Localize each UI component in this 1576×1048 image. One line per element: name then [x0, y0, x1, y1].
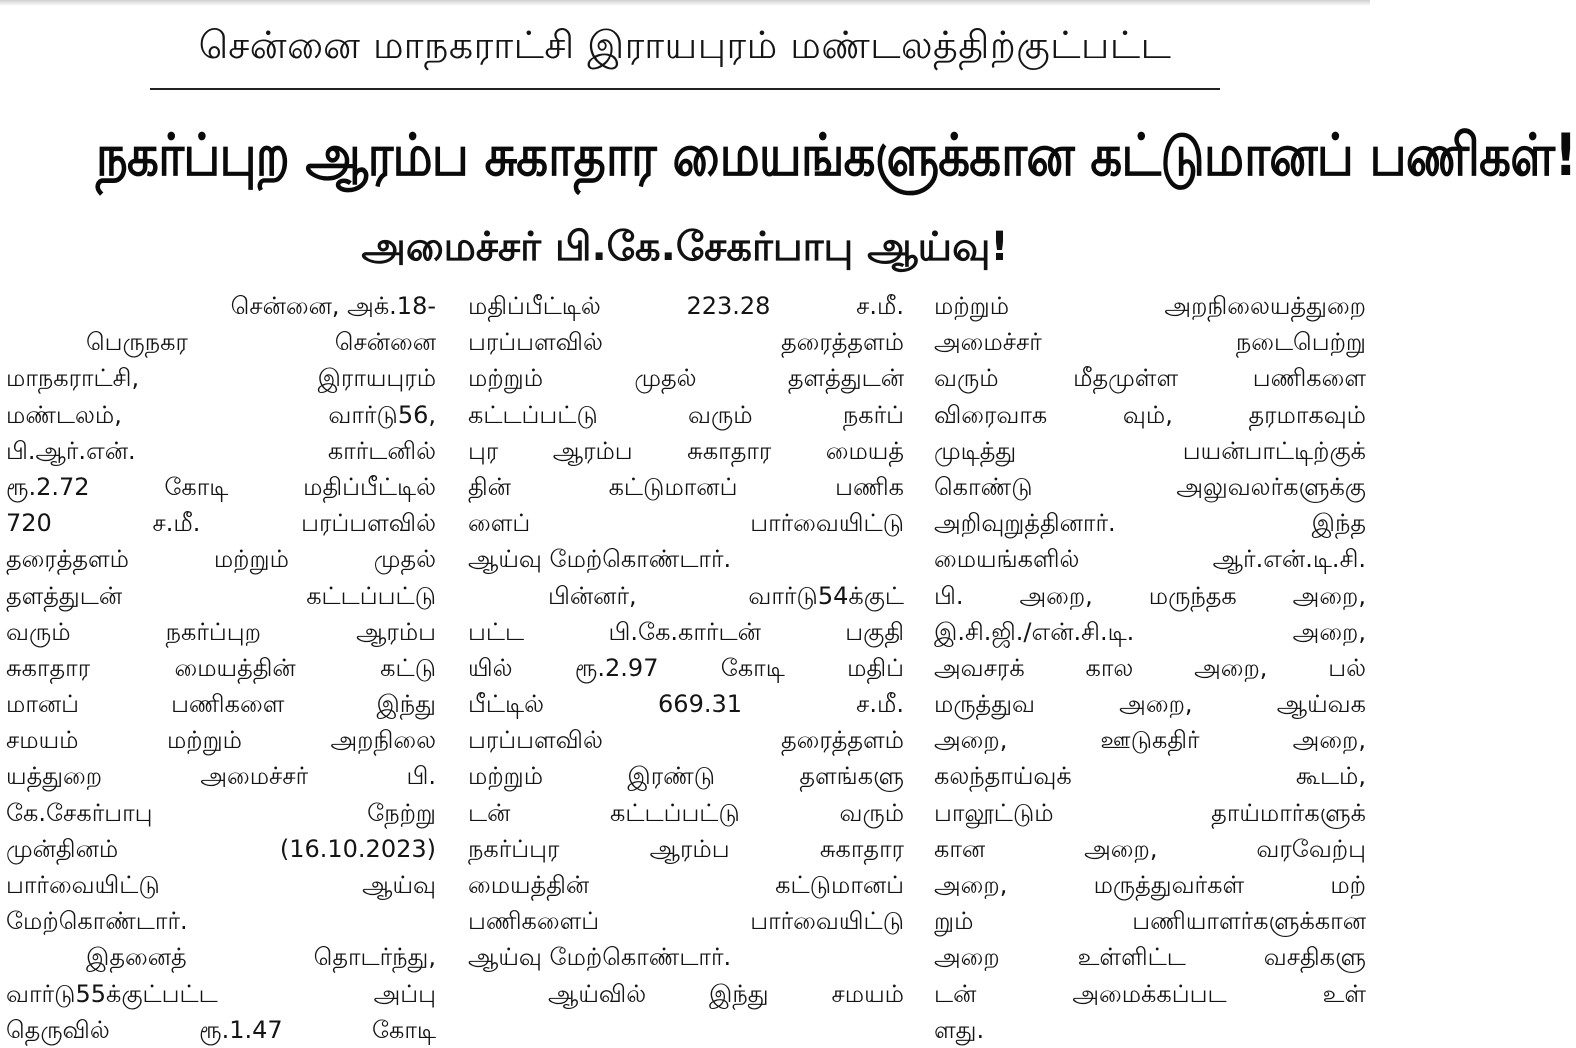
body-text-line: நகர்ப்புர ஆரம்ப சுகாதார	[468, 834, 904, 863]
body-text-line: அறை உள்ளிட்ட வசதிகளு	[934, 943, 1366, 972]
body-text-line: அறை, ஊடுகதிர் அறை,	[934, 726, 1366, 755]
body-text-line: மற்றும் இரண்டு தளங்களு	[468, 762, 904, 791]
body-text-line: தின் கட்டுமானப் பணிக	[468, 472, 904, 501]
body-text-line: மையத்தின் கட்டுமானப்	[468, 871, 904, 899]
body-text-line: பின்னர், வார்டு54க்குட்	[548, 581, 904, 610]
body-text-line: வார்டு55க்குட்பட்ட அப்பு	[6, 979, 436, 1008]
body-text-line: மானப் பணிகளை இந்து	[6, 690, 436, 719]
body-text-line: புர ஆரம்ப சுகாதார மையத்	[468, 436, 904, 465]
body-text-line: அறை, மருத்துவர்கள் மற்	[934, 871, 1366, 899]
body-text-line: மாநகராட்சி, இராயபுரம்	[6, 364, 436, 393]
body-text-line: சுகாதார மையத்தின் கட்டு	[6, 653, 436, 682]
body-text-line: சென்னை, அக்.18-	[230, 292, 436, 320]
body-text-line: விரைவாக வும், தரமாகவும்	[934, 400, 1366, 429]
body-text-line: கான அறை, வரவேற்பு	[934, 834, 1366, 863]
body-text-line: பரப்பளவில் தரைத்தளம்	[468, 726, 904, 755]
body-text-line: பட்ட பி.கே.கார்டன் பகுதி	[468, 617, 904, 646]
body-text-line: டன் கட்டப்பட்டு வரும்	[468, 798, 904, 827]
body-text-line: மருத்துவ அறை, ஆய்வக	[934, 690, 1366, 719]
body-text-line: மற்றும் அறநிலையத்துறை	[934, 292, 1366, 320]
body-text-line: மேற்கொண்டார்.	[6, 907, 188, 936]
body-text-line: 720 ச.மீ. பரப்பளவில்	[6, 509, 436, 538]
body-text-line: யத்துறை அமைச்சர் பி.	[6, 762, 436, 791]
article-body	[6, 288, 1366, 1044]
body-text-line: பெருநகர சென்னை	[86, 328, 436, 357]
body-text-line: ஆய்வு மேற்கொண்டார்.	[468, 943, 732, 972]
body-text-line: ஆய்வு மேற்கொண்டார்.	[468, 545, 732, 574]
body-text-line: பார்வையிட்டு ஆய்வு	[6, 871, 436, 899]
body-text-line: டன் அமைக்கப்பட உள்	[934, 979, 1366, 1008]
body-column-2	[468, 288, 904, 1022]
body-text-line: மதிப்பீட்டில் 223.28 ச.மீ.	[468, 292, 904, 320]
body-column-3	[934, 288, 1366, 1044]
body-text-line: சமயம் மற்றும் அறநிலை	[6, 726, 436, 755]
body-text-line: தளத்துடன் கட்டப்பட்டு	[6, 581, 436, 610]
body-text-line: இ.சி.ஜி./என்.சி.டி. அறை,	[934, 617, 1366, 646]
body-text-line: முன்தினம் (16.10.2023)	[6, 834, 436, 863]
body-text-line: ரூ.2.72 கோடி மதிப்பீட்டில்	[6, 472, 436, 501]
body-text-line: அமைச்சர் நடைபெற்று	[934, 328, 1366, 357]
body-text-line: கட்டப்பட்டு வரும் நகர்ப்	[468, 400, 904, 429]
body-text-line: மண்டலம், வார்டு56,	[6, 400, 436, 429]
body-text-line: யில் ரூ.2.97 கோடி மதிப்	[468, 653, 904, 682]
article-kicker: சென்னை மாநகராட்சி இராயபுரம் மண்டலத்திற்குட்பட்ட	[198, 23, 1172, 67]
body-text-line: பி. அறை, மருந்தக அறை,	[934, 581, 1366, 610]
body-text-line: பீட்டில் 669.31 ச.மீ.	[468, 690, 904, 719]
body-text-line: அவசரக் கால அறை, பல்	[934, 653, 1366, 682]
body-text-line: முடித்து பயன்பாட்டிற்குக்	[934, 436, 1366, 465]
body-text-line: கே.சேகர்பாபு நேற்று	[6, 798, 436, 827]
body-text-line: கலந்தாய்வுக் கூடம்,	[934, 762, 1366, 791]
body-text-line: ளது.	[934, 1015, 985, 1044]
header-rule	[150, 88, 1220, 90]
top-edge-strip	[0, 0, 1370, 6]
body-text-line: வரும் நகர்ப்புற ஆரம்ப	[6, 617, 436, 646]
body-column-1	[6, 288, 436, 1044]
body-text-line: தரைத்தளம் மற்றும் முதல்	[6, 545, 436, 574]
body-text-line: றும் பணியாளர்களுக்கான	[934, 907, 1366, 936]
body-text-line: பி.ஆர்.என். கார்டனில்	[6, 436, 436, 465]
body-text-line: பரப்பளவில் தரைத்தளம்	[468, 328, 904, 357]
body-text-line: அறிவுறுத்தினார். இந்த	[934, 509, 1366, 538]
body-text-line: ளைப் பார்வையிட்டு	[468, 509, 904, 538]
body-text-line: இதனைத் தொடர்ந்து,	[86, 943, 436, 972]
body-text-line: பாலூட்டும் தாய்மார்களுக்	[934, 798, 1366, 827]
article-headline: நகர்ப்புற ஆரம்ப சுகாதார மையங்களுக்கான கட்டுமானப் பணிகள்!	[95, 121, 1576, 189]
article-subhead: அமைச்சர் பி.கே.சேகர்பாபு ஆய்வு!	[361, 224, 1009, 270]
body-text-line: மையங்களில் ஆர்.என்.டி.சி.	[934, 545, 1366, 574]
body-text-line: ஆய்வில் இந்து சமயம்	[548, 979, 904, 1008]
body-text-line: பணிகளைப் பார்வையிட்டு	[468, 907, 904, 936]
body-text-line: வரும் மீதமுள்ள பணிகளை	[934, 364, 1366, 393]
body-text-line: கொண்டு அலுவலர்களுக்கு	[934, 472, 1366, 501]
body-text-line: மற்றும் முதல் தளத்துடன்	[468, 364, 904, 393]
body-text-line: தெருவில் ரூ.1.47 கோடி	[6, 1015, 436, 1044]
